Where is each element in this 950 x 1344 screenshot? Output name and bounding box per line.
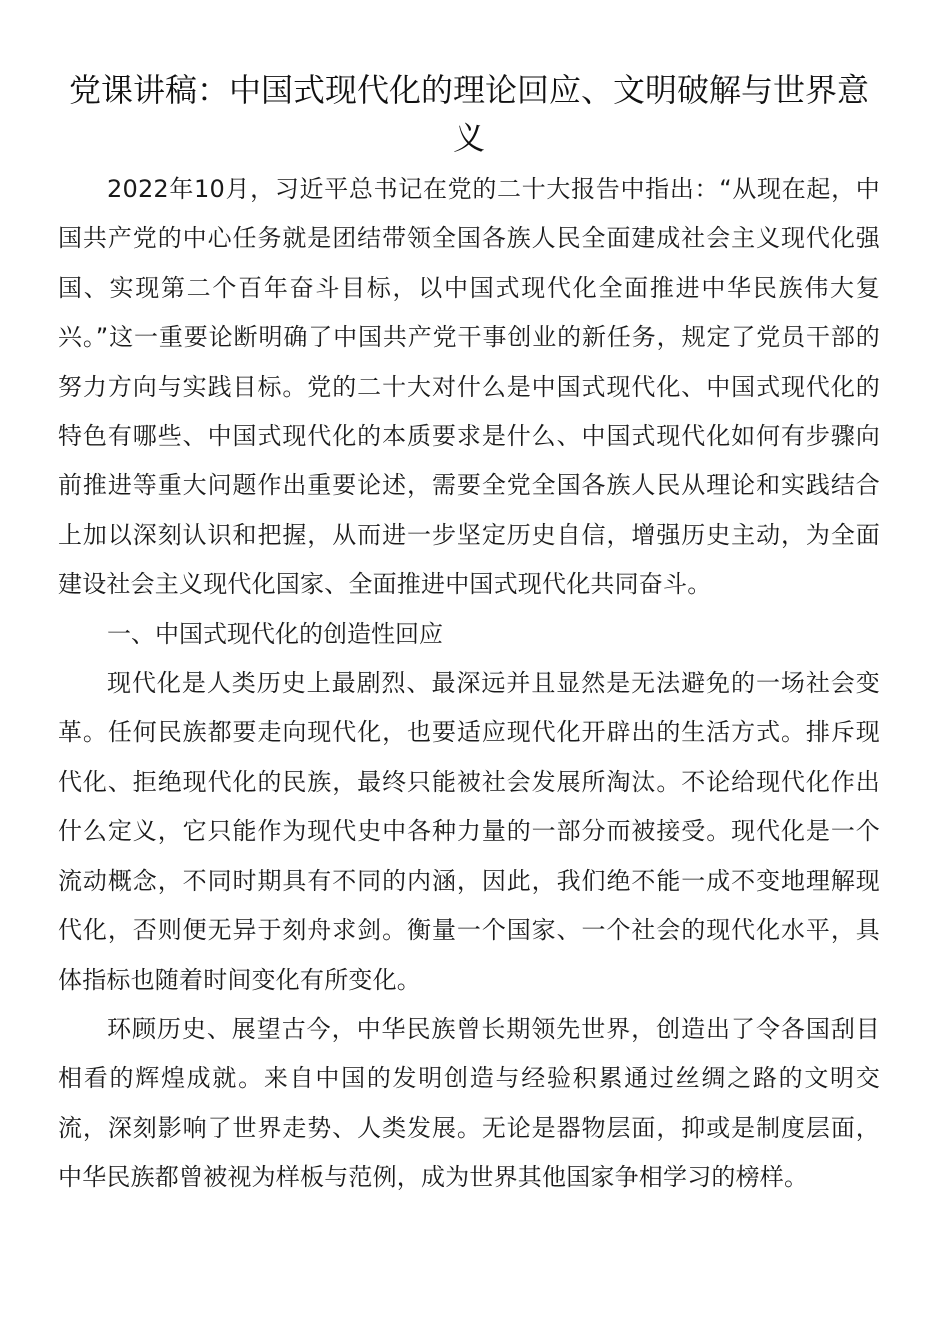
body-paragraph-history: 环顾历史、展望古今，中华民族曾长期领先世界，创造出了令各国刮目相看的辉煌成就。来自中国的发明创造与经验积累通过丝绸之路的文明交流，深刻影响了世界走势、人类发展。无论是器物层面，抑或是制度层面，中华民族都曾被视为样板与范例，成为世界其他国家争相学习的榜样。	[58, 1014, 880, 1192]
document-title: 党课讲稿：中国式现代化的理论回应、文明破解与世界意义	[68, 71, 869, 157]
body-paragraph-intro: 2022年10月，习近平总书记在党的二十大报告中指出：“从现在起，中国共产党的中心任务就是团结带领全国各族人民全面建成社会主义现代化强国、实现第二个百年奋斗目标，以中国式现代化全面推进中华民族伟大复兴。”这一重要论断明确了中国共产党干事创业的新任务，规定了党员干部的努力方向与实践目标。党的二十大对什么是中国式现代化、中国式现代化的特色有哪些、中国式现代化的本质要求是什么、中国式现代化如何有步骤向前推进等重大问题作出重要论述，需要全党全国各族人民从理论和实践结合上加以深刻认识和把握，从而进一步坚定历史自信，增强历史主动，为全面建设社会主义现代化国家、全面推进中国式现代化共同奋斗。	[58, 175, 880, 599]
document-page	[58, 66, 880, 1203]
body-paragraph-modernization: 现代化是人类历史上最剧烈、最深远并且显然是无法避免的一场社会变革。任何民族都要走向现代化，也要适应现代化开辟出的生活方式。排斥现代化、拒绝现代化的民族，最终只能被社会发展所淘汰。不论给现代化作出什么定义，它只能作为现代史中各种力量的一部分而被接受。现代化是一个流动概念，不同时期具有不同的内涵，因此，我们绝不能一成不变地理解现代化，否则便无异于刻舟求剑。衡量一个国家、一个社会的现代化水平，具体指标也随着时间变化有所变化。	[58, 669, 880, 994]
section-heading: 一、中国式现代化的创造性回应	[107, 619, 443, 648]
